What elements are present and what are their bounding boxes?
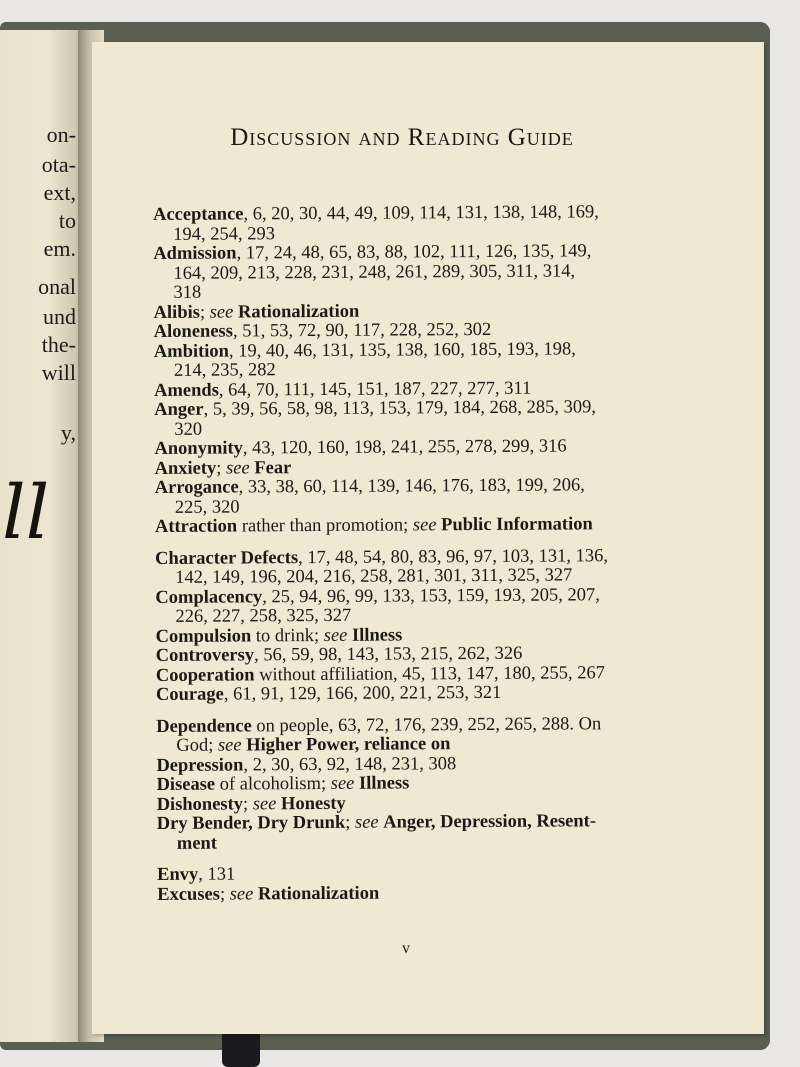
index-entry-text: , 131 [198,864,236,885]
index-entry-text: 225, 320 [174,496,240,518]
cross-reference: Illness [351,624,403,646]
index-term: Dependence [156,715,252,737]
left-facing-page [0,30,82,1042]
index-entry-text: , 19, 40, 46, 131, 135, 138, 160, 185, 193, 198, [228,338,576,362]
index-term: Alibis [153,302,200,323]
index-entry-text: , 17, 24, 48, 65, 83, 88, 102, 111, 126, 135, 149, [236,241,592,264]
left-page-text-fragment: will [41,360,76,385]
index-term: Anxiety [154,458,217,479]
index-term: Character Defects [155,547,299,569]
see-reference-word: see [229,883,254,905]
see-reference-word: see [412,515,437,536]
index-entry-text: 214, 235, 282 [173,360,276,381]
index-entry-text: of alcoholism; [215,773,327,795]
cross-reference: Rationalization [237,301,360,322]
index-entry [153,203,673,245]
index-term: Aloneness [153,321,233,342]
cross-reference: Rationalization [257,883,380,904]
index-entry [155,585,675,627]
index-entry-text: , 64, 70, 111, 145, 151, 187, 227, 277, 311 [218,378,532,401]
cross-reference: Illness [358,773,410,794]
index-term: Dry Bender, Dry Drunk [156,812,346,834]
index-entry-line [155,585,675,608]
index-entry-text: 164, 209, 213, 228, 231, 248, 261, 289, 305, 311, 314, [173,260,576,284]
left-page-text-fragment: to [58,208,76,233]
handwritten-mark: ll [2,470,50,556]
index-term: Acceptance [152,204,244,225]
cross-reference: Anger, Depression, Resent- [383,811,597,833]
index-term: Arrogance [154,477,239,498]
index-entry-line [156,683,676,706]
index-entry [157,812,677,854]
index-entry-line [157,882,677,905]
index-term: Cooperation [155,664,255,686]
index-entry [155,515,675,538]
index-term: Depression [156,754,244,776]
index-entry-text: ; [242,793,249,814]
index-entry-text: , 56, 59, 98, 143, 153, 215, 262, 326 [253,643,523,666]
left-page-text-fragment: y, [60,420,76,445]
index-entry [154,398,674,440]
left-page-text-fragment: ext, [43,180,76,205]
left-page-text-fragment: und [43,304,76,329]
index-list [153,203,677,905]
cross-reference: Higher Power, reliance on [246,734,451,756]
index-entry-text: , 61, 91, 129, 166, 200, 221, 253, 321 [223,682,502,705]
index-entry-text: , 17, 48, 54, 80, 83, 96, 97, 103, 131, 136, [298,545,609,568]
left-page-text-fragment: onal [38,274,76,299]
index-entry-text: , 25, 94, 96, 99, 133, 153, 159, 193, 205, 207, [262,584,600,607]
see-reference-word: see [323,625,348,646]
index-entry [156,683,676,706]
cross-reference: Public Information [441,514,593,536]
index-term: Courage [155,684,224,705]
index-entry-text: ; [199,302,206,323]
index-entry-text: 226, 227, 258, 325, 327 [175,605,352,627]
index-term: Amends [154,380,219,401]
index-entry-text: 318 [173,282,202,303]
page-title: Discussion and Reading Guide [230,124,574,151]
see-reference-word: see [225,457,250,479]
index-term: Anger [154,399,204,420]
index-entry-text: ; [345,812,351,833]
index-term: Complacency [155,586,263,608]
index-term: Compulsion [155,625,252,647]
see-reference-word: see [330,773,355,794]
see-reference-word: see [354,812,379,833]
index-entry-text: , 2, 30, 63, 92, 148, 231, 308 [243,753,457,775]
index-entry [156,714,676,756]
index-entry [157,882,677,905]
index-entry-text: 320 [174,419,203,440]
index-entry-text: God; [176,735,214,756]
index-term: Excuses [157,884,220,905]
index-entry-text: to drink; [251,625,320,646]
index-entry-text: , 51, 53, 72, 90, 117, 228, 252, 302 [232,319,492,342]
cross-reference: Fear [254,457,292,478]
left-page-text-fragment: ota- [41,152,76,177]
index-term: Dishonesty [156,793,244,815]
index-entry-text: , 43, 120, 160, 198, 241, 255, 278, 299, 316 [242,436,567,459]
index-entry-text: without affiliation, 45, 113, 147, 180, 255, 267 [254,662,606,685]
cross-reference: ment [176,833,218,854]
index-entry-text: ; [219,884,226,905]
index-entry [155,476,675,518]
index-term: Ambition [153,341,229,362]
index-entry-text: , 33, 38, 60, 114, 139, 146, 176, 183, 199, 206, [238,475,585,498]
index-term: Controversy [155,645,255,666]
cross-reference: Honesty [280,793,346,814]
index-entry-line [153,203,673,226]
page-number: v [402,940,410,957]
index-entry-text: rather than promotion; [237,515,409,537]
index-term: Attraction [154,516,238,537]
index-term: Disease [156,774,216,795]
index-entry [155,546,675,588]
index-entry-text: on people, 63, 72, 176, 239, 252, 265, 288. On [251,713,602,736]
index-entry [153,242,673,304]
index-entry-text: ; [216,458,222,479]
index-entry-text: , 6, 20, 30, 44, 49, 109, 114, 131, 138, 148, 169, [243,202,599,225]
left-page-text-fragment: the- [41,332,76,357]
index-entry-line [155,515,675,538]
see-reference-word: see [217,735,242,756]
see-reference-word: see [209,302,234,323]
index-entry-text: , 5, 39, 56, 58, 98, 113, 153, 179, 184, 268, 285, 309, [203,397,597,420]
index-entry-line [157,831,677,854]
see-reference-word: see [252,793,277,814]
left-page-text-fragment: em. [43,236,76,261]
index-term: Anonymity [154,438,243,459]
index-entry [154,339,674,381]
index-entry-text: 194, 254, 293 [173,223,275,245]
index-entry-text: 142, 149, 196, 204, 216, 258, 281, 301, 311, 325, 327 [175,565,573,588]
left-page-text-fragment: on- [46,122,76,147]
index-term: Admission [153,243,237,264]
index-term: Envy [157,864,199,885]
